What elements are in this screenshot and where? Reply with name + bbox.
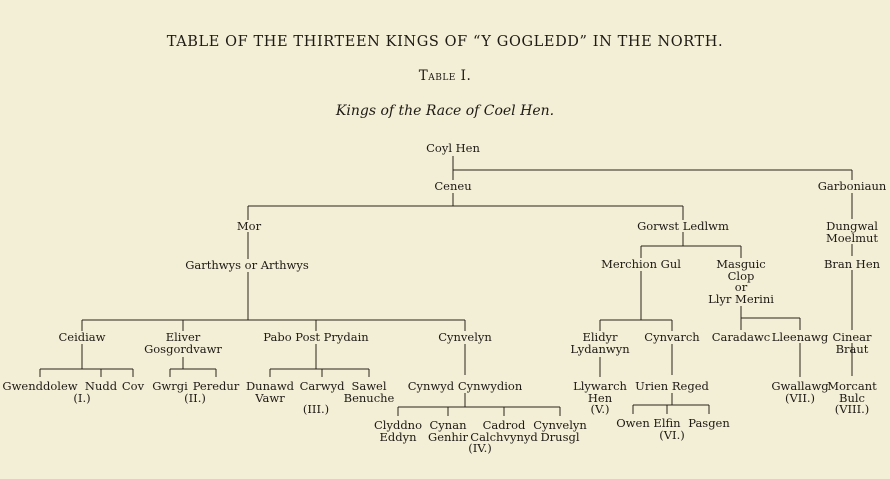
node-nudd: Nudd xyxy=(84,379,118,393)
king-number-vii: (VII.) xyxy=(784,391,816,405)
node-peredur: Peredur xyxy=(192,379,240,393)
node-dunawd-vawr: Dunawd Vawr xyxy=(245,379,295,405)
king-number-v: (V.) xyxy=(590,402,610,416)
node-gwenddolew: Gwenddolew xyxy=(2,379,78,393)
node-garthwys: Garthwys or Arthwys xyxy=(185,258,309,272)
node-cynvarch: Cynvarch xyxy=(644,330,700,344)
node-urien-reged: Urien Reged xyxy=(635,379,709,393)
node-gwrgi: Gwrgi xyxy=(152,379,188,393)
node-carwyd: Carwyd xyxy=(299,379,345,393)
node-cynan-genhir: Cynan Genhir xyxy=(428,418,468,444)
node-cinear-braut: Cinear Braut xyxy=(832,330,872,356)
node-elidyr-lydanwyn: Elidyr Lydanwyn xyxy=(570,330,630,356)
node-morcant-bulc: Morcant Bulc xyxy=(827,379,877,405)
node-ceneu: Ceneu xyxy=(434,179,472,193)
table-subtitle: Table I. xyxy=(418,68,472,84)
page-title: TABLE OF THE THIRTEEN KINGS OF “Y GOGLEDD” IN THE NORTH. xyxy=(166,34,724,50)
node-owen: Owen xyxy=(616,416,650,430)
node-lleenawg: Lleenawg xyxy=(771,330,829,344)
king-number-iii: (III.) xyxy=(302,402,330,416)
node-mor: Mor xyxy=(236,219,262,233)
node-caradawc: Caradawc xyxy=(711,330,771,344)
king-number-i: (I.) xyxy=(73,391,91,405)
node-gorwst-ledlwm: Gorwst Ledlwm xyxy=(637,219,729,233)
node-elfin: Elfin xyxy=(653,416,681,430)
node-cadrod-calchvynyd: Cadrod Calchvynyd xyxy=(470,418,538,444)
node-masguic-clop: Masguic Clop or Llyr Merini xyxy=(708,257,774,306)
node-clyddno-eddyn: Clyddno Eddyn xyxy=(373,418,423,444)
node-cynwyd-cynwydion: Cynwyd Cynwydion xyxy=(407,379,523,393)
node-gwallawg: Gwallawg xyxy=(771,379,829,393)
node-cov: Cov xyxy=(121,379,145,393)
node-bran-hen: Bran Hen xyxy=(823,257,881,271)
node-dungwal-moelmut: Dungwal Moelmut xyxy=(825,219,879,245)
node-coyl-hen: Coyl Hen xyxy=(426,141,480,155)
node-ceidiaw: Ceidiaw xyxy=(58,330,106,344)
node-cynvelyn-drusgl: Cynvelyn Drusgl xyxy=(533,418,587,444)
king-number-vi: (VI.) xyxy=(659,428,685,442)
king-number-viii: (VIII.) xyxy=(834,402,870,416)
node-cynvelyn: Cynvelyn xyxy=(438,330,492,344)
node-eliver-gosgordvawr: Eliver Gosgordvawr xyxy=(144,330,222,356)
table-caption: Kings of the Race of Coel Hen. xyxy=(335,103,555,119)
king-number-ii: (II.) xyxy=(184,391,206,405)
node-llywarch-hen: Llywarch Hen xyxy=(573,379,627,405)
node-merchion-gul: Merchion Gul xyxy=(601,257,681,271)
king-number-iv: (IV.) xyxy=(468,441,492,455)
node-sawel-benuche: Sawel Benuche xyxy=(343,379,395,405)
node-garboniaun: Garboniaun xyxy=(817,179,887,193)
node-pasgen: Pasgen xyxy=(688,416,730,430)
node-pabo-post-prydain: Pabo Post Prydain xyxy=(263,330,369,344)
